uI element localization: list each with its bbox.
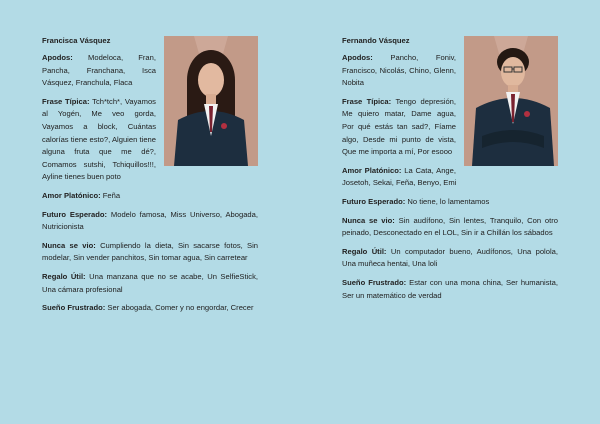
nunca-value: Sin audífono, Sin lentes, Tranquilo, Con otro peinado, Desconectado en el LOL, Sin ir a Chillán los sábados: [342, 215, 558, 238]
amor-field: [42, 190, 258, 203]
regalo-field: [42, 271, 258, 296]
amor-field: [342, 165, 558, 190]
regalo-label: Regalo Útil:: [342, 246, 387, 256]
frase-label: Frase Típica:: [342, 96, 392, 106]
futuro-label: Futuro Esperado:: [342, 196, 406, 206]
nunca-label: Nunca se vio:: [342, 215, 395, 225]
sueno-value: Ser abogada, Comer y no engordar, Crecer: [107, 303, 254, 313]
futuro-value: No tiene, lo lamentamos: [407, 196, 490, 206]
apodos-value: Pancho, Foniv, Francisco, Nicolás, Chino, Glenn, Nobita: [342, 53, 456, 88]
student-name: Francisca Vásquez: [42, 36, 111, 45]
nunca-label: Nunca se vio:: [42, 240, 96, 250]
sueno-label: Sueño Frustrado:: [42, 303, 106, 313]
profile-fernando: [342, 36, 558, 308]
student-photo-francisca: [164, 36, 258, 166]
student-photo-fernando: [464, 36, 558, 166]
frase-label: Frase Típica:: [42, 96, 90, 106]
sueno-field: [342, 277, 558, 302]
sueno-value: Estar con una mona china, Ser humanista, Ser un matemático de verdad: [342, 277, 558, 300]
futuro-field: [342, 196, 558, 209]
apodos-value: Modeloca, Fran, Pancha, Franchana, Isca Vásquez, Franchula, Flaca: [42, 53, 156, 88]
futuro-value: Modelo famosa, Miss Universo, Abogada, Nutricionista: [42, 209, 258, 232]
sueno-field: [42, 302, 258, 315]
nunca-value: Cumpliendo la dieta, Sin sacarse fotos, Sin modelar, Sin vender panchitos, Sin tomar agua, Sin carretear: [42, 240, 258, 263]
student-name: Fernando Vásquez: [342, 36, 410, 45]
regalo-label: Regalo Útil:: [42, 271, 86, 281]
futuro-field: [42, 209, 258, 234]
profile-francisca: [42, 36, 258, 321]
portrait-boy-image: [464, 36, 558, 166]
amor-value: La Cata, Ange, Josetoh, Sekai, Feña, Benyo, Emi: [342, 165, 457, 188]
frase-value: Tengo depresión, Me quiero matar, Dame agua, Por qué estás tan sad?, Fíame algo, Desde mi punto de vista, Que me importa a mí, Por esooo: [342, 96, 456, 157]
amor-value: Feña: [102, 190, 121, 200]
nunca-field: [342, 215, 558, 240]
portrait-girl-image: [164, 36, 258, 166]
frase-value: Tch*tch*, Vayamos al Yogén, Me veo gorda, Vayamos a block, Cuántas calorías tiene esto?, Alguien tiene alguna fruta que me dé?, Comamos sutshi, Tchiquillos!!!, Ayline tienes buen poto: [42, 96, 156, 182]
apodos-label: Apodos:: [42, 53, 73, 62]
amor-label: Amor Platónico:: [42, 190, 101, 200]
apodos-label: Apodos:: [342, 53, 373, 62]
amor-label: Amor Platónico:: [342, 165, 402, 175]
regalo-value: Una manzana que no se acabe, Un SelfieStick, Una cámara profesional: [42, 271, 258, 294]
futuro-label: Futuro Esperado:: [42, 209, 108, 219]
sueno-label: Sueño Frustrado:: [342, 277, 407, 287]
nunca-field: [42, 240, 258, 265]
regalo-value: Un computador bueno, Audífonos, Una polola, Una muñeca hentai, Una loli: [342, 246, 558, 269]
regalo-field: [342, 246, 558, 271]
